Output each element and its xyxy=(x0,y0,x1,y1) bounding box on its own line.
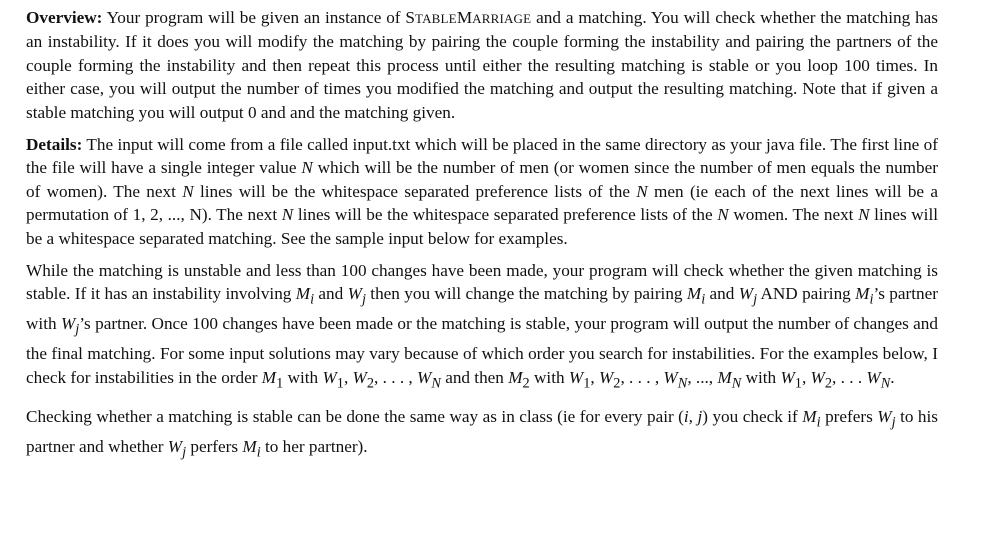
math-var: W xyxy=(167,437,183,457)
math-var: W xyxy=(738,284,754,304)
math-subscript: 2 xyxy=(522,375,530,391)
procedure-paragraph xyxy=(26,259,938,395)
math-var: M xyxy=(717,367,732,387)
math-subscript: 1 xyxy=(583,375,591,391)
text-run: , . . . xyxy=(832,367,867,387)
text-run: . xyxy=(890,367,895,387)
math-var: W xyxy=(877,407,892,427)
text-run: The input will come from a file called input.txt which will be placed in the same directory as your java file. The first line of the file will have a single integer value xyxy=(26,135,938,178)
math-var: N xyxy=(858,205,870,225)
math-var: i, j xyxy=(683,407,703,427)
smallcaps-letter: M xyxy=(456,8,473,27)
math-var: W xyxy=(568,367,584,387)
math-var: M xyxy=(855,284,870,304)
math-subscript: 2 xyxy=(824,375,833,391)
math-subscript: 1 xyxy=(336,375,344,391)
overview-paragraph xyxy=(26,6,938,124)
math-var: N xyxy=(182,181,194,201)
math-subscript: j xyxy=(75,321,80,338)
text-run: ’s partner. Once 100 changes have been made or the matching is stable, your program will output the number of changes and the final matching. For some input solutions may vary because of which order you search for instabilities. For the examples below, I check for instabilities in the order xyxy=(26,314,938,387)
math-var: W xyxy=(322,367,337,387)
math-var: W xyxy=(663,367,678,387)
math-var: W xyxy=(780,367,795,387)
math-var: M xyxy=(242,437,257,457)
text-run: prefers xyxy=(820,407,878,427)
math-var: N xyxy=(281,205,294,225)
text-run: , ..., xyxy=(687,367,718,387)
math-subscript: i xyxy=(816,414,821,431)
stability-check-paragraph xyxy=(26,405,938,465)
math-subscript: j xyxy=(891,414,896,431)
math-subscript: 2 xyxy=(613,375,621,391)
math-var: M xyxy=(802,407,817,427)
math-subscript: i xyxy=(310,291,315,308)
math-subscript: j xyxy=(361,291,366,308)
text-run: Your program will be given an instance of xyxy=(102,8,406,27)
math-var: W xyxy=(60,314,76,334)
math-var: W xyxy=(352,367,367,387)
details-paragraph xyxy=(26,133,938,250)
text-run: While the matching is unstable and less than 100 changes have been made, your program will check whether the given matching is stable. If it has an instability involving xyxy=(26,261,938,304)
text-run: , . . . , xyxy=(620,367,664,387)
math-var: N xyxy=(636,181,648,201)
math-subscript: N xyxy=(731,375,742,391)
math-var: W xyxy=(347,284,362,304)
text-run: lines will be a whitespace separated matching. See the sample input below for examples. xyxy=(26,205,939,248)
math-var: M xyxy=(261,367,277,387)
text-run: , xyxy=(590,367,599,387)
text-run: , xyxy=(343,367,353,387)
text-run: then you will change the matching by pairing xyxy=(365,284,687,304)
text-run: with xyxy=(283,367,323,387)
math-subscript: N xyxy=(431,375,441,391)
text-run: ’s partner with xyxy=(26,284,938,334)
math-subscript: i xyxy=(701,291,706,308)
math-subscript: i xyxy=(869,291,874,308)
text-run: men (ie each of the next lines will be a permutation of 1, 2, ..., N). The next xyxy=(26,181,939,225)
smallcaps-run: ARRIAGE xyxy=(472,11,532,26)
text-run: with xyxy=(529,367,569,387)
math-subscript: i xyxy=(256,444,261,461)
text-run: with xyxy=(741,367,781,387)
text-run: ) you check if xyxy=(702,407,803,427)
math-subscript: N xyxy=(880,375,891,391)
text-run: , xyxy=(801,367,811,387)
math-subscript: 2 xyxy=(366,375,375,391)
text-run: perfers xyxy=(186,437,243,457)
math-var: M xyxy=(686,284,702,304)
text-run: Checking whether a matching is stable can be done the same way as in class (ie for every pair ( xyxy=(26,407,684,427)
math-var: W xyxy=(417,367,432,387)
math-subscript: 1 xyxy=(276,375,284,391)
smallcaps-run: TABLE xyxy=(414,11,457,26)
text-run: , . . . , xyxy=(374,367,417,387)
document-page xyxy=(26,6,938,465)
overview-heading: Overview: xyxy=(26,8,103,27)
math-var: N xyxy=(301,158,313,178)
math-var: W xyxy=(866,367,881,387)
text-run: which will be the number of men (or women since the number of men equals the number of women). The next xyxy=(26,158,938,201)
text-run: and then xyxy=(440,367,509,387)
math-var: W xyxy=(598,367,614,387)
text-run: to his partner and whether xyxy=(26,407,938,457)
math-var: W xyxy=(810,367,825,387)
math-var: M xyxy=(295,284,311,304)
math-var: M xyxy=(508,367,523,387)
math-var: N xyxy=(717,205,729,225)
smallcaps-letter: S xyxy=(405,8,415,27)
text-run: to her partner). xyxy=(260,437,368,457)
text-run: and a matching. You will check whether the matching has an instability. If it does you will modify the matching by pairing the couple forming the instability and pairing the partners of the couple forming the instability and then repeat this process until either the resulting matching is stable or you loop 100 times. In either case, you will output the number of times you modified the matching and output the resulting matching. Note that if given a stable matching you will output 0 and and the matching given. xyxy=(26,8,938,122)
details-heading: Details: xyxy=(26,135,83,155)
text-run: and xyxy=(705,284,739,304)
text-run: AND pairing xyxy=(757,284,856,304)
math-subscript: j xyxy=(753,291,758,308)
math-subscript: N xyxy=(677,375,688,391)
text-run: lines will be the whitespace separated preference lists of the xyxy=(193,181,637,201)
math-subscript: j xyxy=(182,444,187,461)
text-run: lines will be the whitespace separated preference lists of the xyxy=(293,205,718,225)
text-run: and xyxy=(314,284,348,304)
text-run: women. The next xyxy=(728,205,859,225)
math-subscript: 1 xyxy=(794,375,802,391)
